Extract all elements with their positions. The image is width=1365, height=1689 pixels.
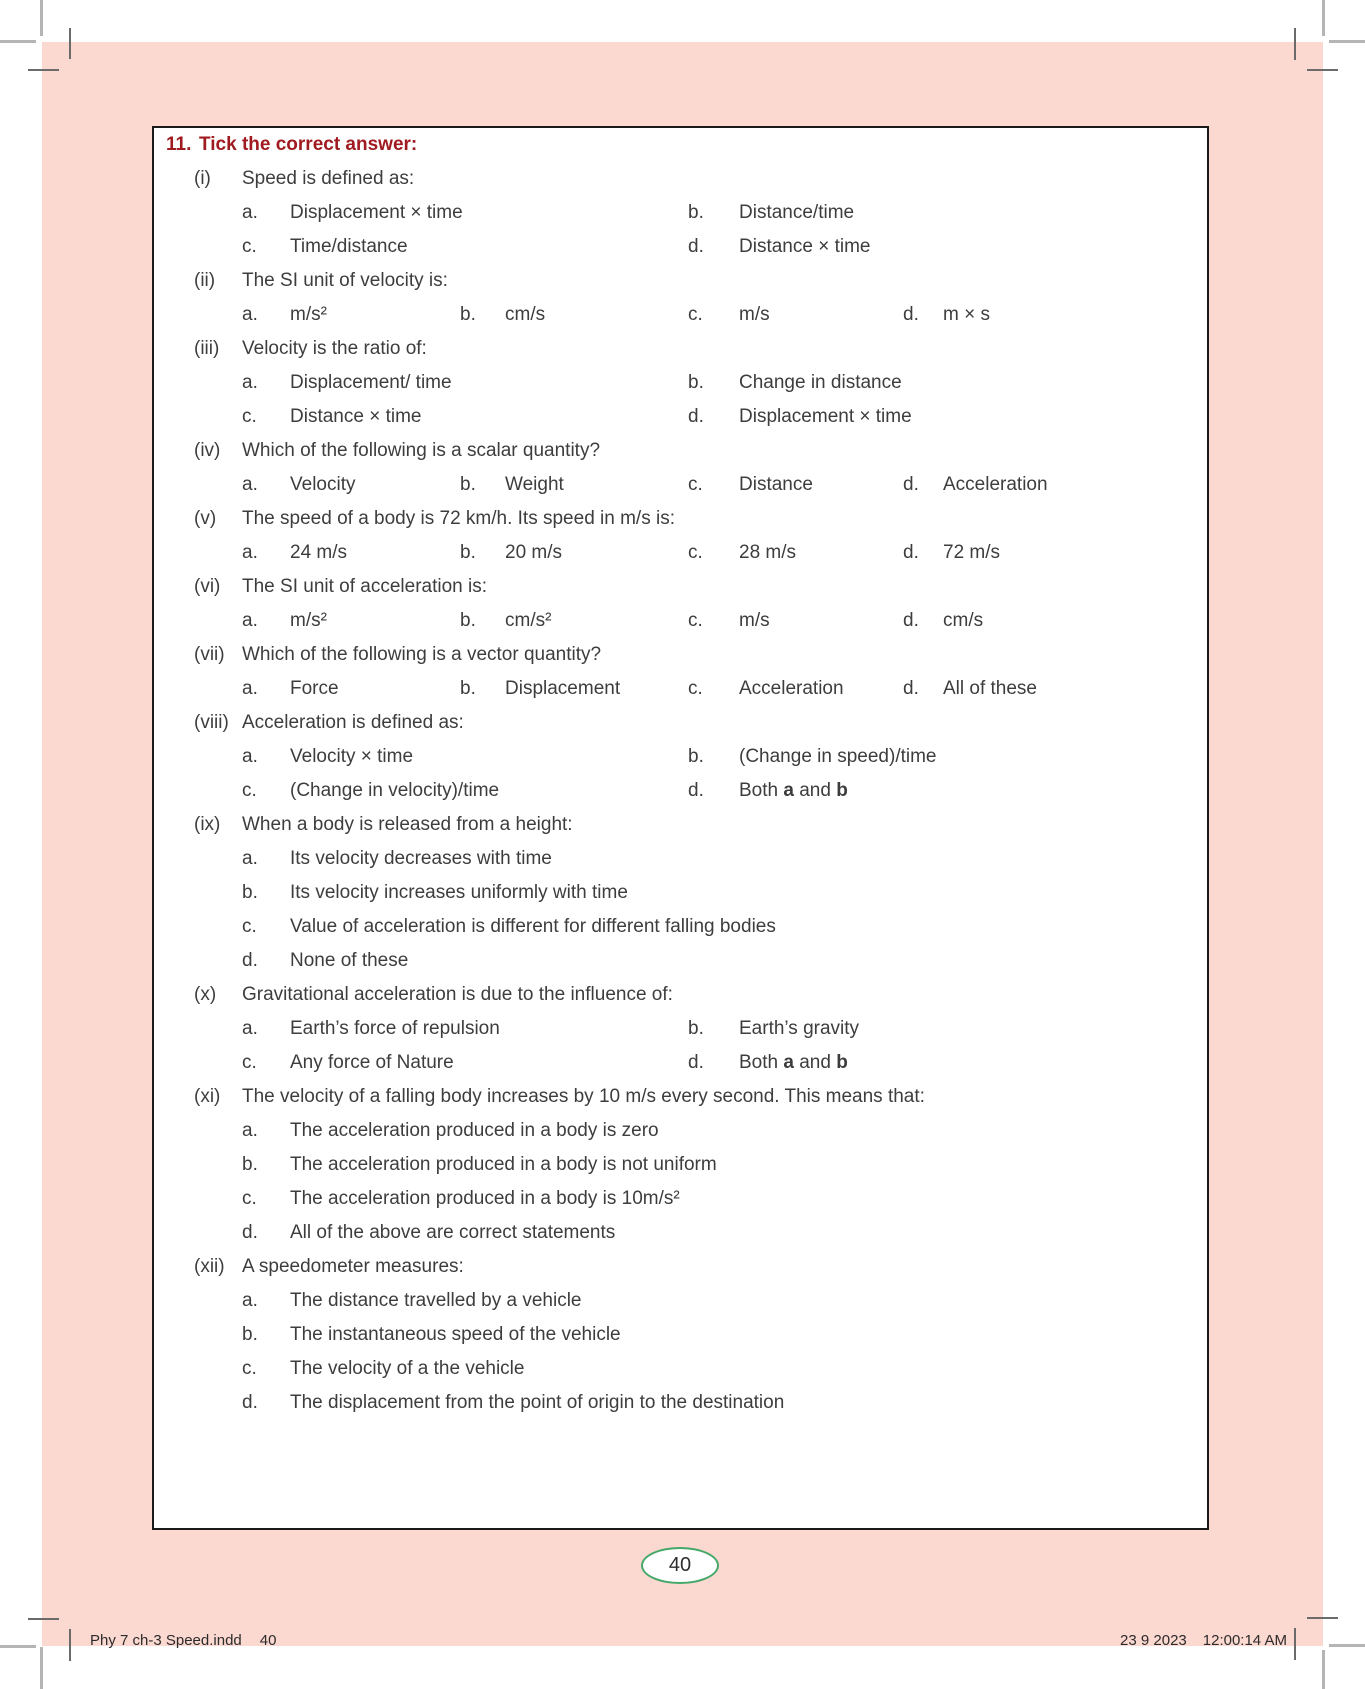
question-text: When a body is released from a height: xyxy=(242,814,573,835)
question-label: (i) xyxy=(194,168,211,189)
quiz-heading xyxy=(154,128,1207,162)
crop-mark xyxy=(1294,1628,1296,1660)
option-text: The distance travelled by a vehicle xyxy=(290,1290,582,1311)
options-row xyxy=(154,1182,1207,1216)
option-text: m/s² xyxy=(290,304,327,325)
option-text: Earth’s gravity xyxy=(739,1018,860,1039)
option-item xyxy=(242,740,413,774)
question-text: Which of the following is a vector quantity? xyxy=(242,644,602,665)
option-item xyxy=(242,230,408,264)
option-text: Displacement xyxy=(505,678,621,699)
option-text: Any force of Nature xyxy=(290,1052,454,1073)
options-row xyxy=(154,740,1207,774)
question-label: (ii) xyxy=(194,270,216,291)
option-text: cm/s xyxy=(943,610,984,631)
crop-mark xyxy=(1294,28,1296,60)
crop-mark xyxy=(1307,69,1338,71)
options-row xyxy=(154,298,1207,332)
options-row xyxy=(154,604,1207,638)
question-text: A speedometer measures: xyxy=(242,1256,464,1277)
question-label: (iv) xyxy=(194,440,221,461)
option-item xyxy=(460,468,564,502)
option-letter: c. xyxy=(688,304,703,325)
option-letter: b. xyxy=(688,1018,704,1039)
option-item xyxy=(688,196,854,230)
question-item xyxy=(154,1250,1207,1420)
option-text: Displacement × time xyxy=(739,406,912,427)
footer-filename xyxy=(90,1632,276,1649)
options-row xyxy=(154,1284,1207,1318)
option-text: The acceleration produced in a body is 10m/s² xyxy=(290,1188,680,1209)
option-item xyxy=(242,1386,784,1420)
question-line xyxy=(154,502,1207,536)
option-item xyxy=(688,740,937,774)
options-row xyxy=(154,230,1207,264)
option-letter: c. xyxy=(688,542,703,563)
option-item xyxy=(242,298,327,332)
question-item xyxy=(154,332,1207,434)
option-item xyxy=(242,910,776,944)
option-letter: a. xyxy=(242,542,258,563)
option-text: Distance × time xyxy=(290,406,422,427)
option-item xyxy=(903,672,1037,706)
option-item xyxy=(903,604,983,638)
option-letter: a. xyxy=(242,1018,258,1039)
question-text: Which of the following is a scalar quantity? xyxy=(242,440,601,461)
option-item xyxy=(242,366,452,400)
question-line xyxy=(154,570,1207,604)
option-text: m/s xyxy=(739,610,770,631)
option-item xyxy=(242,842,552,876)
question-line xyxy=(154,1250,1207,1284)
options-row xyxy=(154,468,1207,502)
option-letter: d. xyxy=(242,1392,258,1413)
option-item xyxy=(242,774,499,808)
options-row xyxy=(154,1318,1207,1352)
option-text: Distance × time xyxy=(739,236,871,257)
option-text: Displacement × time xyxy=(290,202,463,223)
heading-number: 11. xyxy=(166,134,192,155)
option-item xyxy=(242,1046,454,1080)
option-item xyxy=(460,672,620,706)
crop-mark xyxy=(40,1647,43,1689)
question-line xyxy=(154,1080,1207,1114)
question-text: Acceleration is defined as: xyxy=(242,712,464,733)
question-label: (vii) xyxy=(194,644,225,665)
options-row xyxy=(154,366,1207,400)
option-letter: a. xyxy=(242,610,258,631)
question-line xyxy=(154,638,1207,672)
option-text: Displacement/ time xyxy=(290,372,452,393)
crop-mark xyxy=(0,1645,36,1648)
option-text: cm/s xyxy=(505,304,546,325)
options-row xyxy=(154,1352,1207,1386)
option-text: Weight xyxy=(505,474,564,495)
option-item xyxy=(460,298,545,332)
option-item xyxy=(903,536,1000,570)
option-letter: a. xyxy=(242,1120,258,1141)
option-item xyxy=(242,1352,524,1386)
option-letter: a. xyxy=(242,746,258,767)
options-row xyxy=(154,910,1207,944)
question-item xyxy=(154,570,1207,638)
option-item xyxy=(242,536,347,570)
crop-mark xyxy=(1322,0,1325,36)
option-letter: c. xyxy=(688,474,703,495)
option-text: (Change in velocity)/time xyxy=(290,780,500,801)
question-line xyxy=(154,706,1207,740)
question-line xyxy=(154,332,1207,366)
option-text: Distance/time xyxy=(739,202,855,223)
question-item xyxy=(154,434,1207,502)
option-letter: a. xyxy=(242,474,258,495)
option-text: The acceleration produced in a body is zero xyxy=(290,1120,659,1141)
question-line xyxy=(154,808,1207,842)
option-item xyxy=(242,604,327,638)
option-text: 24 m/s xyxy=(290,542,348,563)
options-row xyxy=(154,1114,1207,1148)
page-number-badge xyxy=(641,1547,719,1584)
option-letter: c. xyxy=(688,610,703,631)
option-letter: a. xyxy=(242,678,258,699)
option-item xyxy=(242,876,628,910)
option-item xyxy=(242,672,339,706)
question-item xyxy=(154,978,1207,1080)
questions-list xyxy=(154,162,1207,1420)
option-letter: a. xyxy=(242,202,258,223)
option-letter: c. xyxy=(688,678,703,699)
option-letter: b. xyxy=(688,202,704,223)
question-text: Speed is defined as: xyxy=(242,168,415,189)
options-row xyxy=(154,1386,1207,1420)
options-row xyxy=(154,876,1207,910)
option-letter: b. xyxy=(460,304,476,325)
crop-mark xyxy=(1307,1617,1338,1619)
question-label: (vi) xyxy=(194,576,221,597)
option-text: The acceleration produced in a body is not uniform xyxy=(290,1154,717,1175)
options-row xyxy=(154,1046,1207,1080)
options-row xyxy=(154,774,1207,808)
option-item xyxy=(903,468,1048,502)
option-letter: b. xyxy=(242,1154,258,1175)
crop-mark xyxy=(1329,40,1365,43)
option-text: m × s xyxy=(943,304,990,325)
options-row xyxy=(154,944,1207,978)
option-letter: b. xyxy=(460,542,476,563)
option-text: The displacement from the point of origin to the destination xyxy=(290,1392,785,1413)
question-line xyxy=(154,434,1207,468)
question-item xyxy=(154,638,1207,706)
option-item xyxy=(688,774,848,808)
option-item xyxy=(688,468,813,502)
question-label: (xi) xyxy=(194,1086,221,1107)
option-text: 72 m/s xyxy=(943,542,1001,563)
option-text: The velocity of a the vehicle xyxy=(290,1358,525,1379)
question-item xyxy=(154,264,1207,332)
options-row xyxy=(154,1148,1207,1182)
question-text: The SI unit of acceleration is: xyxy=(242,576,488,597)
option-text: Distance xyxy=(739,474,813,495)
option-item xyxy=(688,604,770,638)
option-letter: a. xyxy=(242,848,258,869)
option-letter: d. xyxy=(903,610,919,631)
option-letter: b. xyxy=(688,372,704,393)
option-item xyxy=(688,1046,848,1080)
option-item xyxy=(242,1148,717,1182)
option-text: Acceleration xyxy=(739,678,844,699)
option-item xyxy=(242,1318,621,1352)
option-text: Time/distance xyxy=(290,236,408,257)
option-item xyxy=(688,298,770,332)
option-text: Its velocity decreases with time xyxy=(290,848,552,869)
option-letter: d. xyxy=(242,1222,258,1243)
footer-time: 12:00:14 AM xyxy=(1202,1632,1287,1649)
crop-mark xyxy=(0,40,36,43)
option-item xyxy=(242,1284,582,1318)
question-label: (viii) xyxy=(194,712,229,733)
option-text: All of these xyxy=(943,678,1037,699)
option-item xyxy=(460,536,562,570)
option-letter: c. xyxy=(242,916,257,937)
footer-datetime xyxy=(1120,1632,1287,1649)
question-label: (v) xyxy=(194,508,217,529)
option-letter: c. xyxy=(242,1052,257,1073)
option-text: None of these xyxy=(290,950,409,971)
option-text: 28 m/s xyxy=(739,542,797,563)
option-letter: b. xyxy=(242,1324,258,1345)
option-item xyxy=(242,1182,680,1216)
option-item xyxy=(688,400,912,434)
option-text: (Change in speed)/time xyxy=(739,746,937,767)
option-text: Earth’s force of repulsion xyxy=(290,1018,500,1039)
option-text: Force xyxy=(290,678,339,699)
option-item xyxy=(242,1012,500,1046)
option-item xyxy=(688,672,844,706)
options-row xyxy=(154,400,1207,434)
option-letter: d. xyxy=(688,780,704,801)
question-line xyxy=(154,264,1207,298)
question-item xyxy=(154,808,1207,978)
option-item xyxy=(903,298,990,332)
question-line xyxy=(154,978,1207,1012)
option-letter: d. xyxy=(903,678,919,699)
option-letter: b. xyxy=(242,882,258,903)
option-letter: a. xyxy=(242,372,258,393)
option-text: Both a and b xyxy=(739,780,848,801)
footer-file-text: Phy 7 ch-3 Speed.indd xyxy=(90,1632,242,1649)
content-box xyxy=(152,126,1209,1530)
option-text: m/s xyxy=(739,304,770,325)
question-label: (xii) xyxy=(194,1256,225,1277)
option-letter: d. xyxy=(903,542,919,563)
option-letter: c. xyxy=(242,1188,257,1209)
question-item xyxy=(154,1080,1207,1250)
option-letter: c. xyxy=(242,1358,257,1379)
option-text: Both a and b xyxy=(739,1052,848,1073)
option-item xyxy=(688,1012,859,1046)
question-item xyxy=(154,162,1207,264)
option-letter: d. xyxy=(688,236,704,257)
option-letter: c. xyxy=(242,406,257,427)
crop-mark xyxy=(40,0,43,36)
option-text: The instantaneous speed of the vehicle xyxy=(290,1324,621,1345)
option-letter: a. xyxy=(242,304,258,325)
options-row xyxy=(154,672,1207,706)
crop-mark xyxy=(69,1629,71,1661)
option-text: Change in distance xyxy=(739,372,902,393)
option-letter: b. xyxy=(688,746,704,767)
option-text: All of the above are correct statements xyxy=(290,1222,616,1243)
option-letter: d. xyxy=(903,474,919,495)
crop-mark xyxy=(69,28,71,59)
option-text: Velocity × time xyxy=(290,746,414,767)
option-letter: b. xyxy=(460,474,476,495)
question-line xyxy=(154,162,1207,196)
option-item xyxy=(242,1216,615,1250)
options-row xyxy=(154,1216,1207,1250)
option-item xyxy=(242,400,421,434)
option-item xyxy=(242,468,355,502)
question-text: Gravitational acceleration is due to the influence of: xyxy=(242,984,673,1005)
question-text: The velocity of a falling body increases by 10 m/s every second. This means that: xyxy=(242,1086,925,1107)
option-letter: d. xyxy=(242,950,258,971)
option-item xyxy=(688,366,902,400)
page-number: 40 xyxy=(668,1554,692,1576)
crop-mark xyxy=(28,69,59,71)
question-text: Velocity is the ratio of: xyxy=(242,338,427,359)
footer-date: 23 9 2023 xyxy=(1120,1632,1187,1649)
option-item xyxy=(242,1114,659,1148)
option-letter: c. xyxy=(242,780,257,801)
option-letter: d. xyxy=(688,406,704,427)
question-text: The speed of a body is 72 km/h. Its speed in m/s is: xyxy=(242,508,675,529)
question-label: (ix) xyxy=(194,814,221,835)
option-letter: a. xyxy=(242,1290,258,1311)
question-item xyxy=(154,502,1207,570)
option-text: Value of acceleration is different for different falling bodies xyxy=(290,916,776,937)
crop-mark xyxy=(1329,1644,1365,1647)
option-item xyxy=(688,230,870,264)
question-text: The SI unit of velocity is: xyxy=(242,270,448,291)
footer-file-page: 40 xyxy=(259,1632,277,1649)
option-text: Its velocity increases uniformly with time xyxy=(290,882,628,903)
option-item xyxy=(242,944,408,978)
option-text: m/s² xyxy=(290,610,327,631)
options-row xyxy=(154,842,1207,876)
option-item xyxy=(242,196,463,230)
option-letter: b. xyxy=(460,678,476,699)
option-item xyxy=(688,536,796,570)
options-row xyxy=(154,1012,1207,1046)
question-label: (x) xyxy=(194,984,217,1005)
heading-text: Tick the correct answer: xyxy=(199,134,418,155)
option-text: Acceleration xyxy=(943,474,1048,495)
option-letter: d. xyxy=(903,304,919,325)
option-text: 20 m/s xyxy=(505,542,563,563)
option-item xyxy=(460,604,551,638)
question-item xyxy=(154,706,1207,808)
options-row xyxy=(154,196,1207,230)
option-text: Velocity xyxy=(290,474,356,495)
option-text: cm/s² xyxy=(505,610,552,631)
option-letter: d. xyxy=(688,1052,704,1073)
crop-mark xyxy=(1322,1650,1325,1689)
crop-mark xyxy=(28,1618,59,1620)
question-label: (iii) xyxy=(194,338,220,359)
options-row xyxy=(154,536,1207,570)
option-letter: b. xyxy=(460,610,476,631)
option-letter: c. xyxy=(242,236,257,257)
